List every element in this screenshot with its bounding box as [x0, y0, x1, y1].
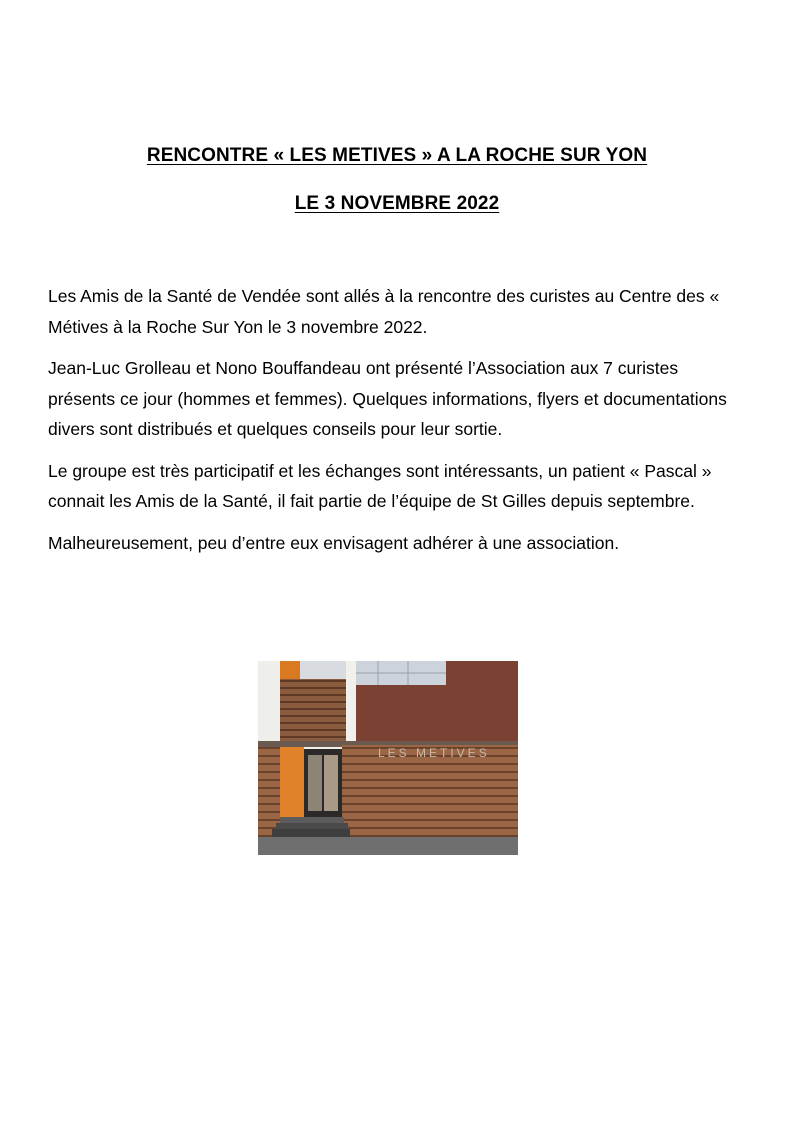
building-photo [258, 661, 518, 855]
paragraph: Le groupe est très participatif et les échanges sont intéressants, un patient « Pascal » connait les Amis de la Santé, il fait partie de l’équipe de St Gilles depuis septembre. [48, 460, 712, 511]
document-body [48, 281, 748, 569]
document-date-title: LE 3 NOVEMBRE 2022 [294, 193, 500, 214]
document-title: RENCONTRE « LES METIVES » A LA ROCHE SUR YON [146, 145, 648, 166]
paragraph: Malheureusement, peu d’entre eux envisagent adhérer à une association. [48, 532, 620, 553]
paragraph: Les Amis de la Santé de Vendée sont allés à la rencontre des curistes au Centre des « Métives à la Roche Sur Yon le 3 novembre 2022. [48, 286, 720, 337]
paragraph: Jean-Luc Grolleau et Nono Bouffandeau ont présenté l’Association aux 7 curistes présents ce jour (hommes et femmes). Quelques informations, flyers et documentations divers sont distribués et quelques conseils pour leur sortie. [48, 358, 727, 439]
building-sign: LES METIVES [378, 746, 490, 760]
